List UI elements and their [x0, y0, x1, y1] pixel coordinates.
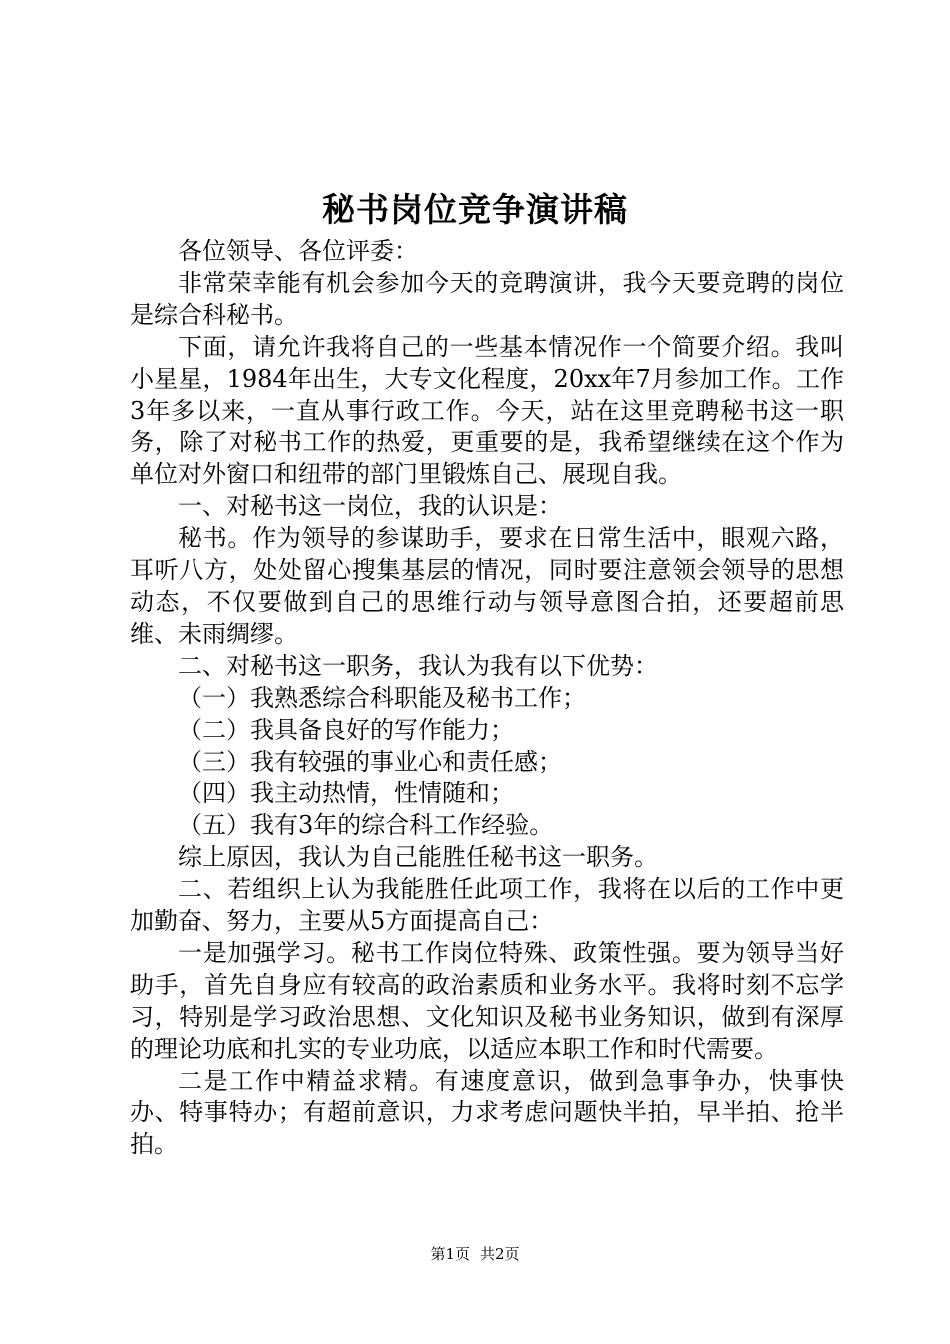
list-item: （二）我具备良好的写作能力； — [178, 715, 514, 744]
page-title: 秘书岗位竞争演讲稿 — [322, 190, 628, 229]
list-item: （一）我熟悉综合科职能及秘书工作； — [178, 683, 586, 712]
paragraph: 下面，请允许我将自己的一些基本情况作一个简要介绍。我叫小星星，1984年出生，大专文化程度，20xx年7月参加工作。工作3年多以来，一直从事行政工作。今天，站在这里竞聘秘书这一职务，除了对秘书工作的热爱，更重要的是，我希望继续在这个作为单位对外窗口和纽带的部门里锻炼自己、展现自我。 — [130, 332, 844, 489]
list-item: （四）我主动热情，性情随和； — [178, 779, 514, 808]
paragraph: 非常荣幸能有机会参加今天的竞聘演讲，我今天要竞聘的岗位是综合科秘书。 — [130, 268, 844, 329]
page-number: 第1页 — [430, 1245, 470, 1263]
document-body — [130, 236, 844, 1161]
page-total: 共2页 — [480, 1245, 520, 1263]
paragraph: 二、对秘书这一职务，我认为我有以下优势： — [178, 651, 658, 680]
paragraph: 二是工作中精益求精。有速度意识，做到急事争办，快事快办、特事特办；有超前意识，力求考虑问题快半拍，早半拍、抢半拍。 — [130, 1066, 844, 1159]
paragraph: 一、对秘书这一岗位，我的认识是： — [178, 492, 562, 521]
paragraph: 综上原因，我认为自己能胜任秘书这一职务。 — [178, 843, 658, 872]
paragraph: 各位领导、各位评委： — [178, 237, 418, 265]
paragraph: 二、若组织上认为我能胜任此项工作，我将在以后的工作中更加勤奋、努力，主要从5方面提高自己： — [130, 875, 844, 936]
page-footer — [0, 1243, 950, 1265]
list-item: （五）我有3年的综合科工作经验。 — [178, 811, 554, 840]
paragraph: 一是加强学习。秘书工作岗位特殊、政策性强。要为领导当好助手，首先自身应有较高的政治素质和业务水平。我将时刻不忘学习，特别是学习政治思想、文化知识及秘书业务知识，做到有深厚的理论功底和扎实的专业功底，以适应本职工作和时代需要。 — [130, 938, 844, 1063]
list-item: （三）我有较强的事业心和责任感； — [178, 747, 562, 776]
paragraph: 秘书。作为领导的参谋助手，要求在日常生活中，眼观六路，耳听八方，处处留心搜集基层的情况，同时要注意领会领导的思想动态，不仅要做到自己的思维行动与领导意图合拍，还要超前思维、未雨绸缪。 — [130, 524, 844, 648]
